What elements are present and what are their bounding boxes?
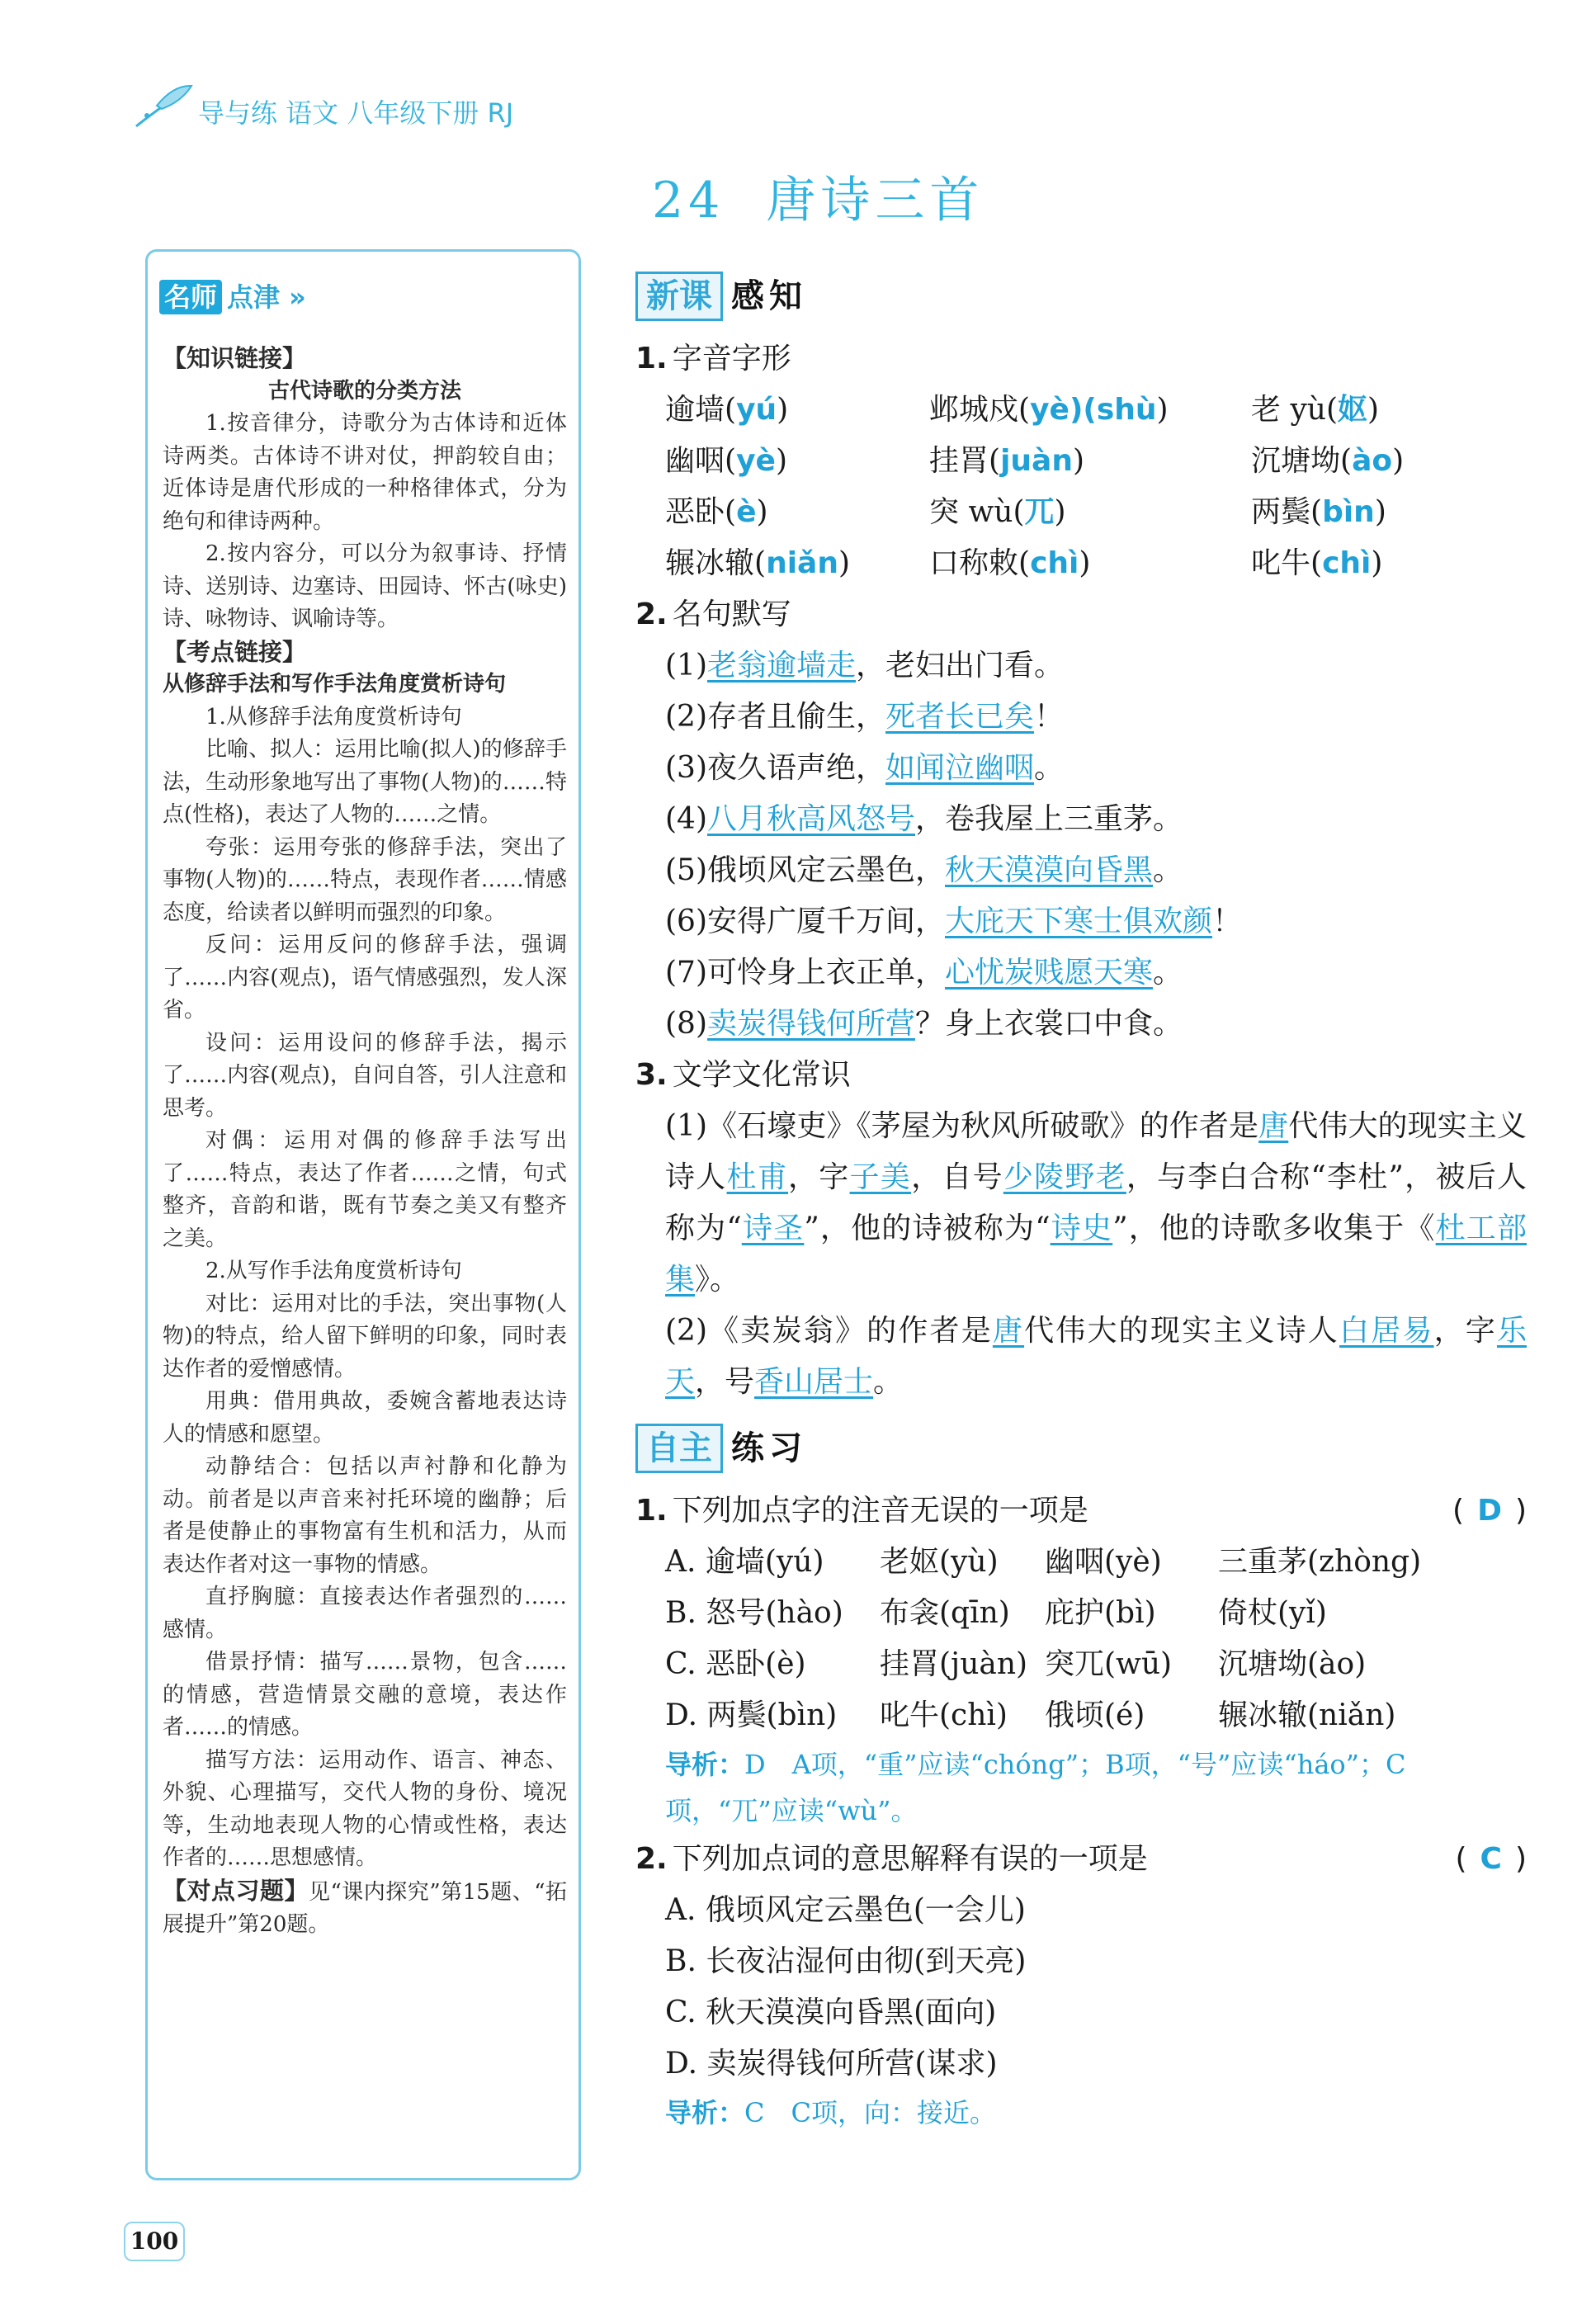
pinyin-item: 突 wù(兀) (929, 495, 1066, 529)
recitation-item: (2)存者且偷生，死者长已矣！ (665, 700, 1065, 734)
section-self-practice (635, 1423, 1527, 1476)
recitation-item: (3)夜久语声绝，如闻泣幽咽。 (665, 751, 1065, 785)
section-new-lesson (635, 271, 1527, 324)
exam-label: 【考点链接】 (163, 637, 307, 666)
practice-text: 见“课内探究”第15题、“拓展提升”第20题。 (163, 1879, 567, 1937)
exam-point-1a: 比喻、拟人：运用比喻(拟人)的修辞手法，生动形象地写出了事物(人物)的……特点(性格)，表达了人物的……之情。 (163, 737, 567, 827)
pinyin-item: 两鬓(bìn) (1251, 495, 1386, 529)
choice-row: D. 两鬓(bìn) 叱牛(chì) 俄顷(é) 辗冰辙(niǎn) (665, 1698, 1396, 1732)
recitation-item: (7)可怜身上衣正单，心忧炭贱愿天寒。 (665, 956, 1183, 990)
recitation-item: (4)八月秋高风怒号，卷我屋上三重茅。 (665, 802, 1183, 836)
recitation-item: (1)老翁逾墙走，老妇出门看。 (665, 649, 1065, 683)
knowledge-point-2: 2.按内容分，可以分为叙事诗、抒情诗、送别诗、边塞诗、田园诗、怀古(咏史)诗、咏物诗、讽喻诗等。 (163, 541, 567, 631)
recitation-item: (8)卖炭得钱何所营？身上衣裳口中食。 (665, 1007, 1183, 1041)
pinyin-grid (665, 385, 1527, 589)
knowledge-label: 【知识链接】 (163, 344, 307, 372)
teacher-tips-sidebar (145, 249, 581, 2180)
exam-point-2a: 对比：运用对比的手法，突出事物(人物)的特点，给人留下鲜明的印象，同时表达作者的爱憎感情。 (163, 1291, 567, 1382)
exam-point-1: 1.从修辞手法角度赏析诗句 (205, 704, 462, 730)
pinyin-item: 沉塘坳(ào) (1251, 444, 1405, 478)
sidebar-content (163, 342, 567, 1942)
exercise-1-stem: 1. 下列加点字的注音无误的一项是 ( D ) (635, 1486, 1527, 1537)
running-header: 导与练 语文 八年级下册 RJ (198, 97, 514, 129)
pinyin-item: 逾墙(yú) (665, 393, 789, 427)
feather-logo-icon (132, 81, 198, 130)
option-item: A. 俄顷风定云墨色(一会儿) (665, 1893, 1026, 1927)
pinyin-item: 老 yù(妪) (1251, 393, 1380, 427)
exercise-2-options (665, 1885, 1527, 2090)
exam-point-1d: 设问：运用设问的修辞手法，揭示了……内容(观点)，自问自答，引人注意和思考。 (163, 1030, 567, 1121)
section-title: 感知 (731, 277, 807, 315)
question-2-heading: 2. 名句默写 (635, 598, 791, 631)
exam-point-2e: 借景抒情：描写……景物，包含……的情感，营造情景交融的意境，表达作者……的情感。 (163, 1650, 567, 1740)
pinyin-item: 辗冰辙(niǎn) (665, 546, 850, 580)
exam-point-2b: 用典：借用典故，委婉含蓄地表达诗人的情感和愿望。 (163, 1389, 567, 1447)
practice-note (163, 1875, 567, 1942)
choice-row: C. 恶卧(è) 挂罥(juàn) 突兀(wū) 沉塘坳(ào) (665, 1647, 1367, 1681)
pinyin-item: 邺城戍(yè)(shù) (929, 393, 1169, 427)
literature-paragraph-2: (2)《卖炭翁》的作者是唐代伟大的现实主义诗人白居易，字乐天，号香山居士。 (665, 1314, 1527, 1399)
section-tag: 新课 (635, 272, 723, 321)
page-number: 100 (124, 2222, 185, 2261)
question-3-heading: 3. 文学文化常识 (635, 1058, 851, 1092)
knowledge-title: 古代诗歌的分类方法 (267, 378, 461, 404)
exam-point-2d: 直抒胸臆：直接表达作者强烈的……感情。 (163, 1585, 567, 1642)
exam-point-1c: 反问：运用反问的修辞手法，强调了……内容(观点)，语气情感强烈，发人深省。 (163, 933, 567, 1023)
pinyin-item: 挂罥(juàn) (929, 444, 1084, 478)
recitation-list (665, 640, 1527, 1050)
sidebar-heading-tag: 名师 (159, 280, 222, 314)
practice-label: 【对点习题】 (163, 1876, 309, 1905)
choice-row: A. 逾墙(yú) 老妪(yù) 幽咽(yè) 三重茅(zhòng) (665, 1545, 1422, 1579)
exam-point-2c: 动静结合：包括以声衬静和化静为动。前者是以声音来衬托环境的幽静；后者是使静止的事物富有生机和活力，从而表达作者对这一事物的情感。 (163, 1454, 567, 1577)
option-item: D. 卖炭得钱何所营(谋求) (665, 2047, 998, 2081)
choice-row: B. 怒号(hào) 布衾(qīn) 庇护(bì) 倚杖(yǐ) (665, 1596, 1327, 1630)
sidebar-heading (159, 276, 306, 314)
section-title: 练习 (731, 1429, 807, 1467)
exercise-2-analysis: 导析：C C项，向：接近。 (665, 2097, 996, 2128)
lesson-number: 24 (652, 172, 725, 229)
lesson-title (652, 161, 984, 232)
question-1-heading: 1. 字音字形 (635, 342, 791, 376)
answer-bracket: ( D ) (1452, 1494, 1527, 1528)
knowledge-point-1: 1.按音律分，诗歌分为古体诗和近体诗两类。古体诗不讲对仗，押韵较自由；近体诗是唐代形成的一种格律体式，分为绝句和律诗两种。 (163, 411, 567, 534)
recitation-item: (6)安得广厦千万间，大庇天下寒士俱欢颜！ (665, 905, 1243, 938)
exam-title: 从修辞手法和写作手法角度赏析诗句 (163, 672, 507, 697)
pinyin-item: 叱牛(chì) (1251, 546, 1383, 580)
exam-point-1b: 夸张：运用夸张的修辞手法，突出了事物(人物)的……特点，表现作者……情感态度，给读者以鲜明而强烈的印象。 (163, 834, 567, 925)
pinyin-item: 恶卧(è) (665, 495, 768, 529)
section-tag: 自主 (635, 1424, 723, 1473)
recitation-item: (5)俄顷风定云墨色，秋天漠漠向昏黑。 (665, 853, 1183, 887)
main-column (635, 264, 1527, 2136)
sidebar-heading-text: 点津 » (227, 281, 306, 313)
answer-bracket: ( C ) (1455, 1842, 1527, 1876)
exam-point-1e: 对偶：运用对偶的修辞手法写出了……特点，表达了作者……之情，句式整齐，音韵和谐，既有节奏之美又有整齐之美。 (163, 1128, 567, 1251)
pinyin-item: 口称敕(chì) (929, 546, 1091, 580)
exam-point-2f: 描写方法：运用动作、语言、神态、外貌、心理描写，交代人物的身份、境况等，生动地表现人物的心情或性格，表达作者的……思想感情。 (163, 1747, 567, 1870)
option-item: B. 长夜沾湿何由彻(到天亮) (665, 1944, 1027, 1978)
exercise-2-stem: 2. 下列加点词的意思解释有误的一项是 ( C ) (635, 1834, 1527, 1885)
literature-paragraph-1: (1)《石壕吏》《茅屋为秋风所破歌》的作者是唐代伟大的现实主义诗人杜甫，字子美，自号少陵野老，与李白合称“李杜”，被后人称为“诗圣”，他的诗被称为“诗史”，他的诗歌多收集于《杜工部集》。 (665, 1109, 1527, 1297)
exam-point-2: 2.从写作手法角度赏析诗句 (205, 1259, 462, 1283)
pinyin-item: 幽咽(yè) (665, 444, 787, 478)
option-item: C. 秋天漠漠向昏黑(面向) (665, 1996, 997, 2029)
lesson-title-text: 唐诗三首 (766, 172, 985, 229)
exercise-1-analysis: 导析：D A项，“重”应读“chóng”；B项，“号”应读“háo”；C项，“兀”应读“wù”。 (665, 1749, 1406, 1826)
